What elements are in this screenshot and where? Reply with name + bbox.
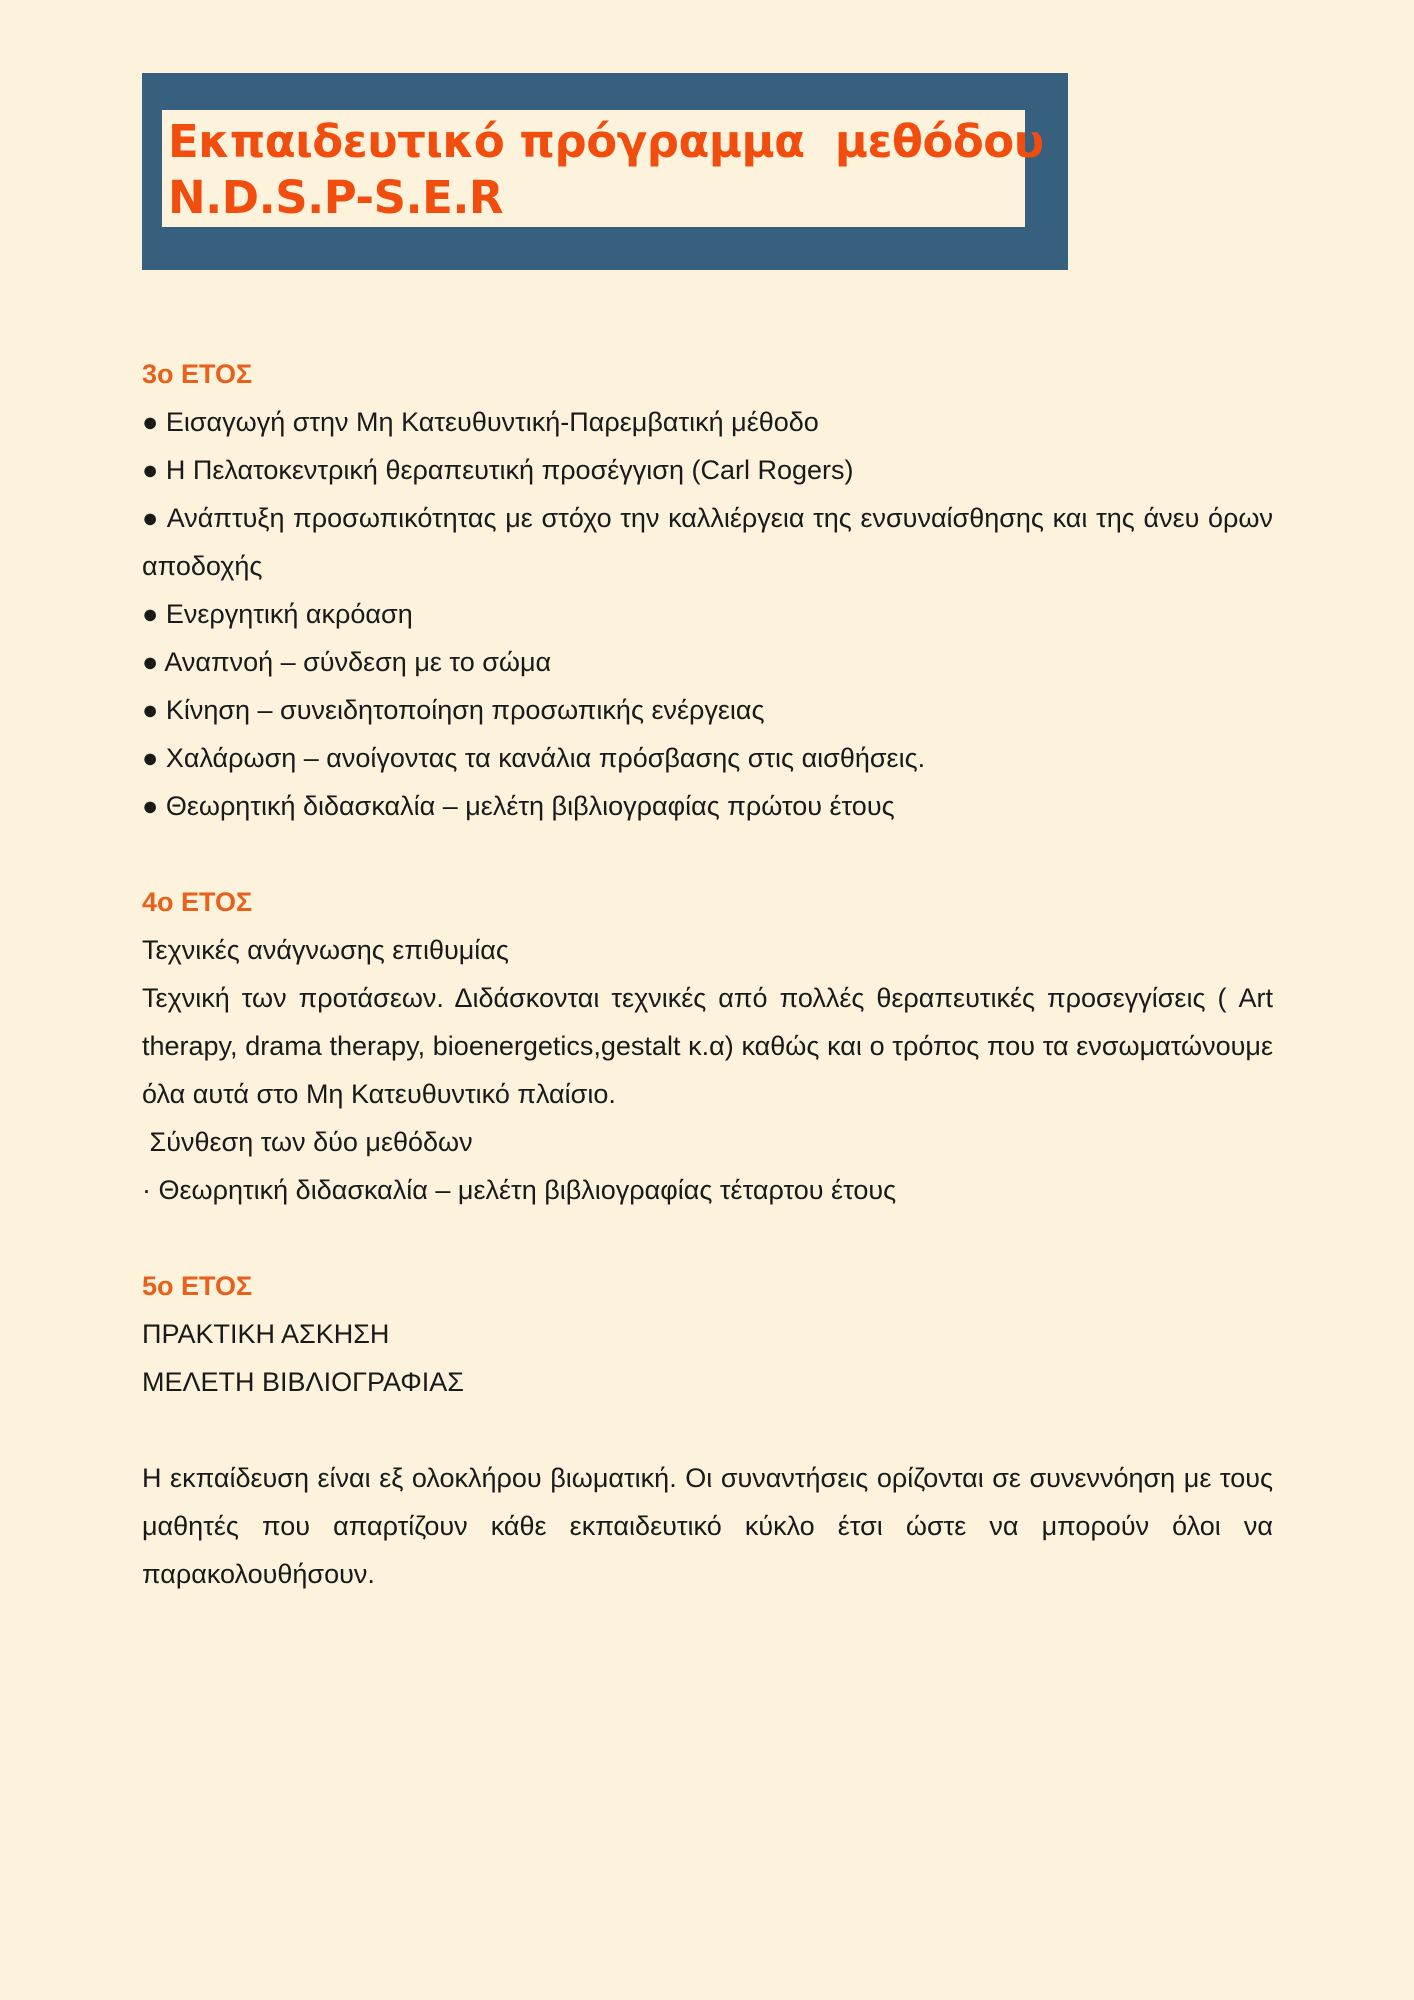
list-item: ● Ενεργητική ακρόαση bbox=[142, 599, 413, 629]
list-item: ● Ανάπτυξη προσωπικότητας με στόχο την καλλιέργεια της ενσυναίσθησης και της άνευ όρων αποδοχής bbox=[142, 503, 1281, 581]
paragraph: · Θεωρητική διδασκαλία – μελέτη βιβλιογραφίας τέταρτου έτους bbox=[142, 1175, 897, 1205]
bullet-icon: ● bbox=[142, 743, 159, 773]
list-item: ● Κίνηση – συνειδητοποίηση προσωπικής ενέργειας bbox=[142, 695, 765, 725]
section-heading: 5ο ΕΤΟΣ bbox=[142, 1271, 253, 1301]
document-body bbox=[142, 350, 1281, 1598]
bullet-icon: ● bbox=[142, 599, 159, 629]
page-title: Εκπαιδευτικό πρόγραμμα μεθόδου bbox=[168, 115, 1044, 168]
closing-paragraph: Η εκπαίδευση είναι εξ ολοκλήρου βιωματική. Οι συναντήσεις ορίζονται σε συνεννόηση με τους μαθητές που απαρτίζουν κάθε εκπαιδευτικό κύκλο έτσι ώστε να μπορούν όλοι να παρακολουθήσουν. bbox=[142, 1463, 1281, 1589]
spacer bbox=[142, 1214, 1273, 1262]
bullet-icon: ● bbox=[142, 503, 160, 533]
bullet-icon: ● bbox=[142, 647, 159, 677]
section-year-3 bbox=[142, 350, 1281, 830]
page-subtitle: N.D.S.P-S.E.R bbox=[168, 171, 504, 224]
section-heading: 3ο ΕΤΟΣ bbox=[142, 359, 253, 389]
list-item: ● Η Πελατοκεντρική θεραπευτική προσέγγιση (Carl Rogers) bbox=[142, 455, 854, 485]
bullet-icon: ● bbox=[142, 791, 159, 821]
bullet-icon: ● bbox=[142, 695, 159, 725]
paragraph: Τεχνικές ανάγνωσης επιθυμίας bbox=[142, 935, 509, 965]
section-year-4 bbox=[142, 878, 1281, 1214]
paragraph: ΠΡΑΚΤΙΚΗ ΑΣΚΗΣΗ bbox=[142, 1319, 390, 1349]
list-item: ● Εισαγωγή στην Μη Κατευθυντική-Παρεμβατική μέθοδο bbox=[142, 407, 819, 437]
section-year-5 bbox=[142, 1262, 1273, 1406]
bullet-icon: ● bbox=[142, 407, 159, 437]
title-banner bbox=[142, 73, 1068, 270]
bullet-icon: ● bbox=[142, 455, 159, 485]
paragraph: Σύνθεση των δύο μεθόδων bbox=[142, 1127, 473, 1157]
paragraph: Τεχνική των προτάσεων. Διδάσκονται τεχνικές από πολλές θεραπευτικές προσεγγίσεις ( Art therapy, drama therapy, bioenergetics,gestalt κ.α) καθώς και ο τρόπος που τα ενσωματώνουμε όλα αυτά στο Μη Κατευθυντικό πλαίσιο. bbox=[142, 983, 1281, 1109]
spacer bbox=[142, 830, 1273, 878]
title-panel bbox=[162, 110, 1044, 227]
list-item: ● Αναπνοή – σύνδεση με το σώμα bbox=[142, 647, 552, 677]
paragraph: ΜΕΛΕΤΗ ΒΙΒΛΙΟΓΡΑΦΙΑΣ bbox=[142, 1367, 464, 1397]
spacer bbox=[142, 1406, 1273, 1454]
section-heading: 4ο ΕΤΟΣ bbox=[142, 887, 253, 917]
list-item: ● Χαλάρωση – ανοίγοντας τα κανάλια πρόσβασης στις αισθήσεις. bbox=[142, 743, 926, 773]
list-item: ● Θεωρητική διδασκαλία – μελέτη βιβλιογραφίας πρώτου έτους bbox=[142, 791, 895, 821]
